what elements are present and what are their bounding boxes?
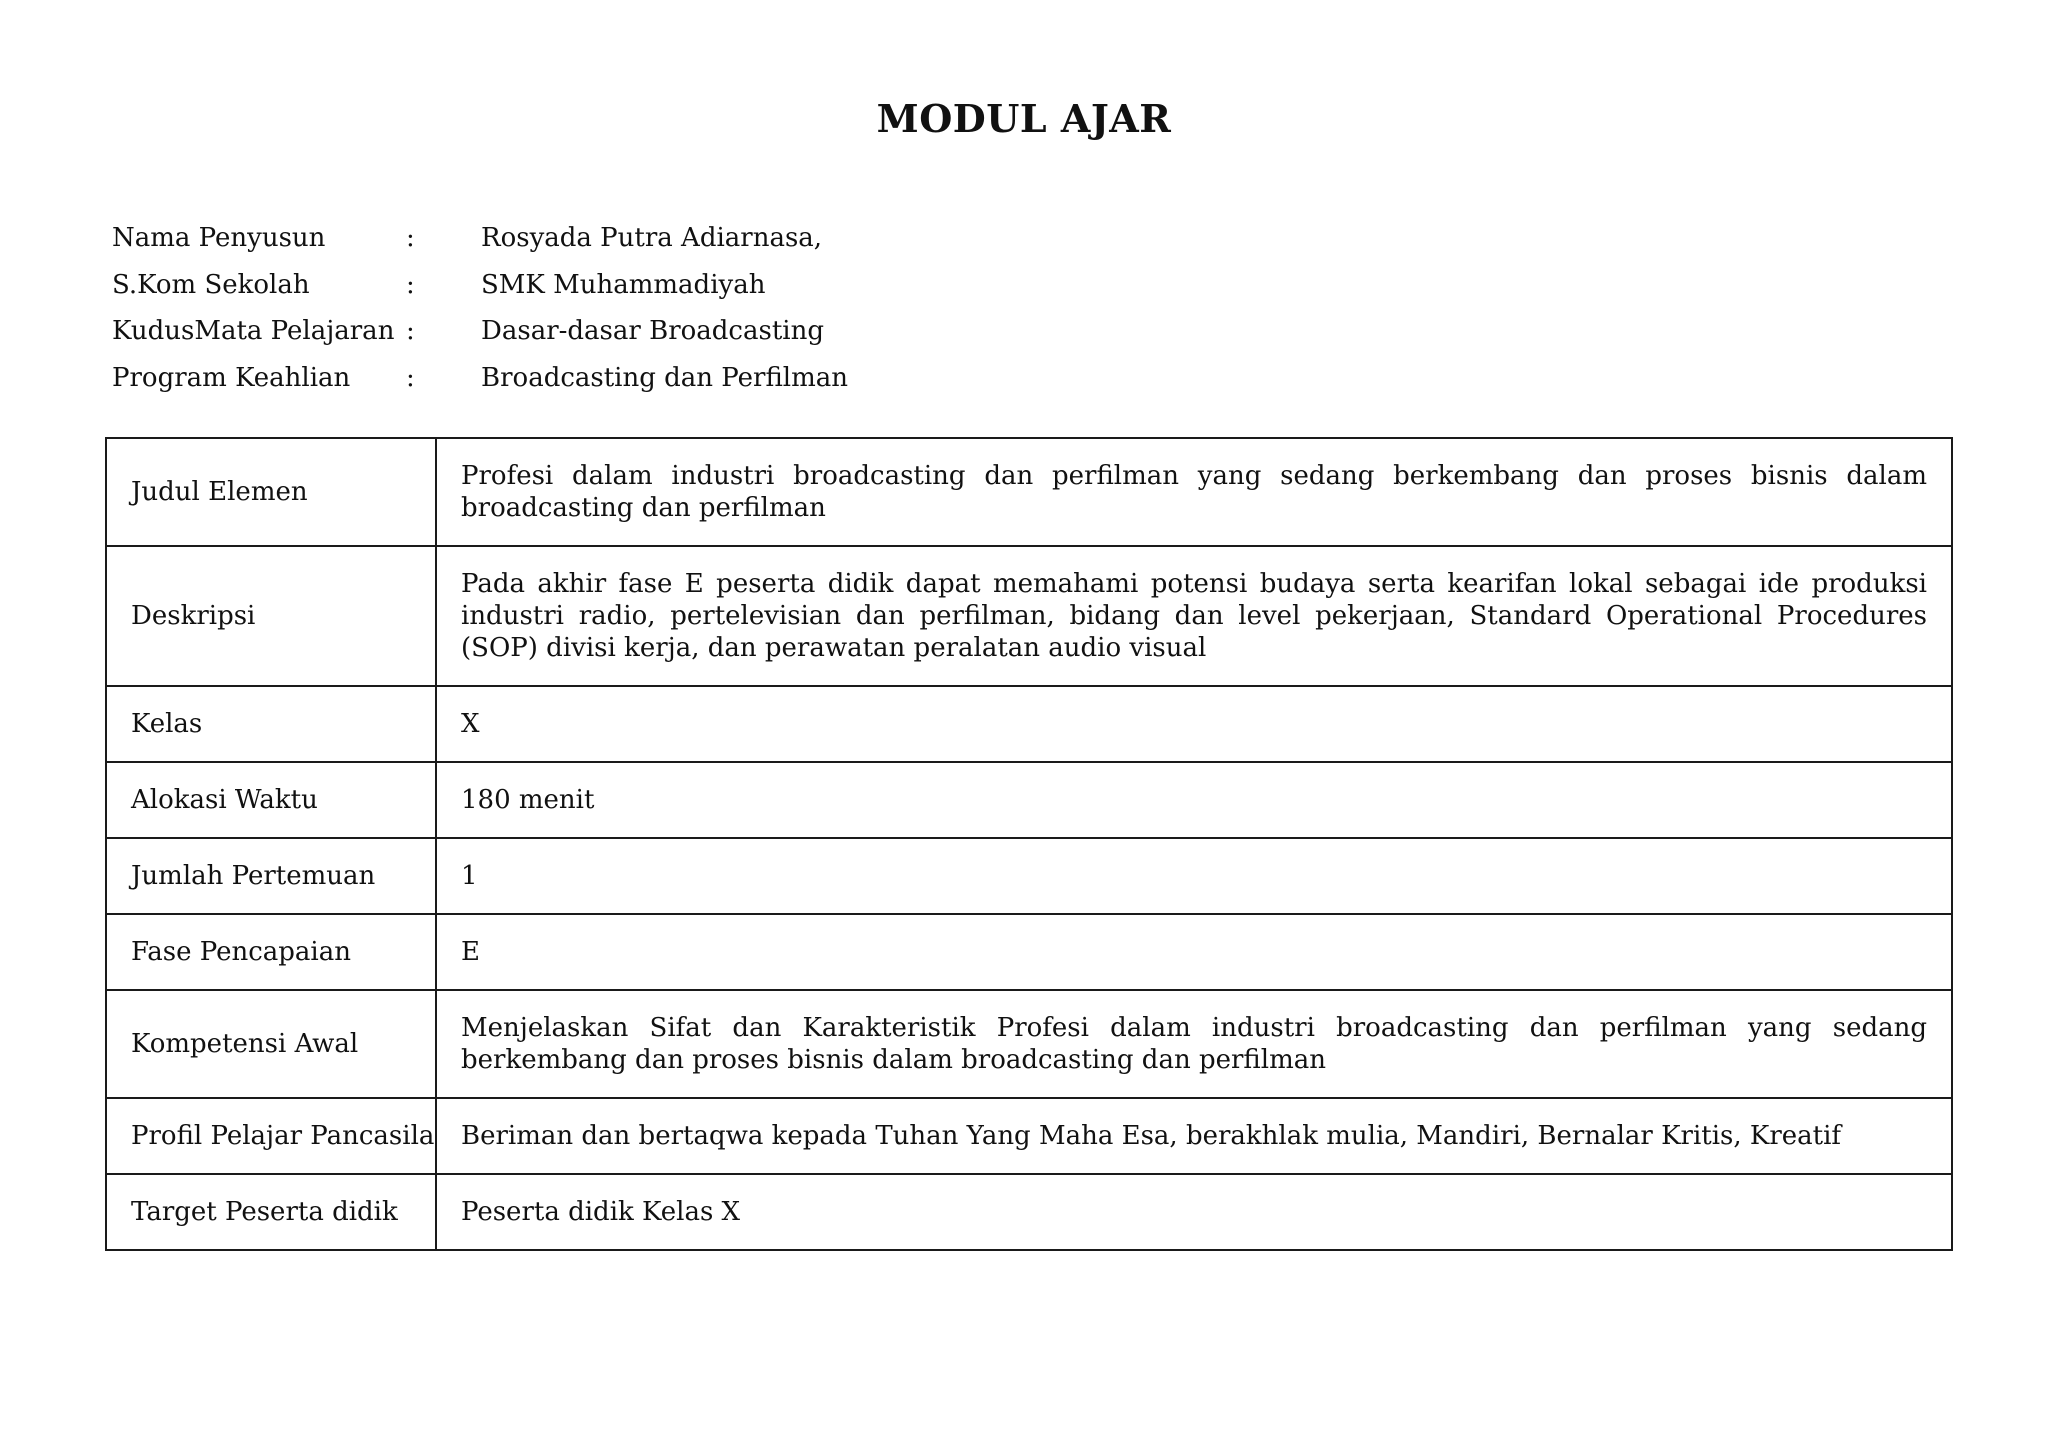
row-value: Menjelaskan Sifat dan Karakteristik Profesi dalam industri broadcasting dan perfilman yang sedang berkembang dan proses bisnis dalam broadcasting dan perfilman	[436, 990, 1952, 1098]
table-row	[106, 438, 1952, 546]
table-row	[106, 686, 1952, 762]
meta-value: SMK Muhammadiyah	[481, 269, 766, 300]
row-label: Fase Pencapaian	[106, 914, 436, 990]
row-label: Kompetensi Awal	[106, 990, 436, 1098]
row-value: Beriman dan bertaqwa kepada Tuhan Yang Maha Esa, berakhlak mulia, Mandiri, Bernalar Kritis, Kreatif	[436, 1098, 1952, 1174]
table-row	[106, 546, 1952, 686]
row-label: Jumlah Pertemuan	[106, 838, 436, 914]
meta-colon: :	[406, 316, 415, 346]
meta-value: Dasar-dasar Broadcasting	[481, 316, 824, 346]
meta-row-program	[112, 358, 848, 405]
row-value: E	[436, 914, 1952, 990]
table-row	[106, 1174, 1952, 1250]
page-title: MODUL AJAR	[876, 96, 1172, 141]
table-row	[106, 1098, 1952, 1174]
meta-colon: :	[406, 362, 415, 393]
row-value: Pada akhir fase E peserta didik dapat memahami potensi budaya serta kearifan lokal sebagai ide produksi industri radio, pertelevisian dan perfilman, bidang dan level pekerjaan, Standard Operational Procedures (SOP) divisi kerja, dan perawatan peralatan audio visual	[436, 546, 1952, 686]
row-value: 1	[436, 838, 1952, 914]
row-label: Alokasi Waktu	[106, 762, 436, 838]
row-value: Profesi dalam industri broadcasting dan perfilman yang sedang berkembang dan proses bisnis dalam broadcasting dan perfilman	[436, 438, 1952, 546]
meta-label: KudusMata Pelajaran	[112, 316, 395, 346]
meta-colon: :	[406, 223, 415, 253]
meta-label: S.Kom Sekolah	[112, 269, 310, 300]
row-value: Peserta didik Kelas X	[436, 1174, 1952, 1250]
meta-label: Program Keahlian	[112, 362, 351, 393]
meta-colon: :	[406, 269, 415, 300]
row-label: Profil Pelajar Pancasila	[106, 1098, 436, 1174]
meta-row-school	[112, 265, 848, 312]
row-value: X	[436, 686, 1952, 762]
row-label: Deskripsi	[106, 546, 436, 686]
table-row	[106, 762, 1952, 838]
table-row	[106, 838, 1952, 914]
row-value: 180 menit	[436, 762, 1952, 838]
module-info-table	[105, 437, 1953, 1251]
row-label: Judul Elemen	[106, 438, 436, 546]
meta-value: Broadcasting dan Perfilman	[481, 362, 849, 393]
row-label: Kelas	[106, 686, 436, 762]
meta-row-subject	[112, 311, 848, 358]
meta-row-author	[112, 218, 848, 265]
document-meta	[112, 218, 848, 404]
table-row	[106, 990, 1952, 1098]
meta-label: Nama Penyusun	[112, 223, 326, 253]
meta-value: Rosyada Putra Adiarnasa,	[481, 223, 823, 253]
table-row	[106, 914, 1952, 990]
row-label: Target Peserta didik	[106, 1174, 436, 1250]
